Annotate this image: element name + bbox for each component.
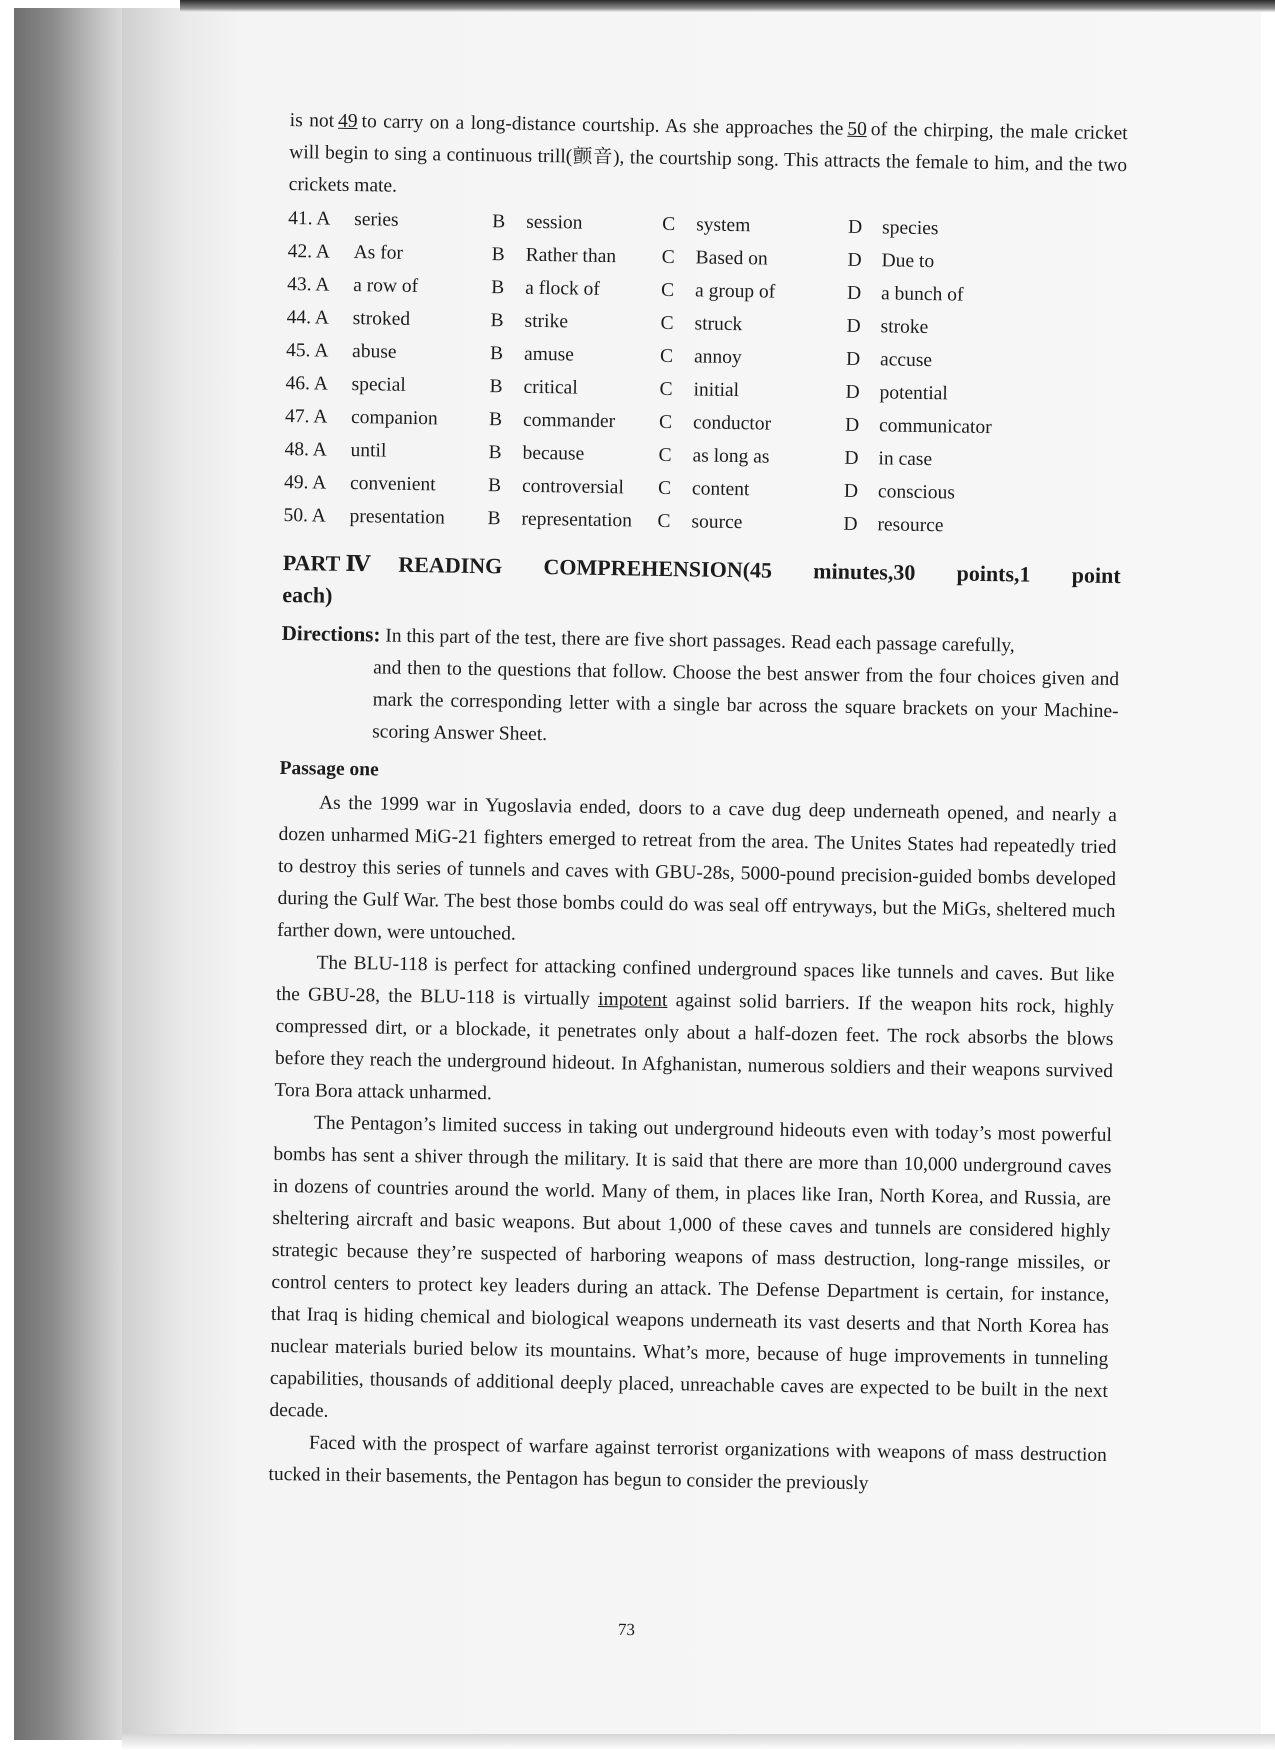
option-letter: D [844, 447, 859, 469]
option-c [660, 308, 846, 343]
paragraph-2-text-b: against solid barriers. If the weapon hits rock, highly compressed dirt, or a blockade, it penetrates only about a half-dozen feet. The rock absorbs the blows before they reach the underground hideout. In Afghanistan, numerous soldiers and their weapons survived Tora Bora attack unharmed. [274, 990, 1115, 1105]
option-b [489, 371, 659, 406]
option-c [660, 341, 846, 376]
part-heading [282, 547, 1121, 624]
option-text: Rather than [525, 244, 617, 268]
option-d [847, 278, 1007, 313]
option-a [351, 402, 489, 436]
option-c [661, 242, 847, 277]
option-text: representation [521, 508, 633, 532]
part-number: PART Ⅳ [282, 549, 371, 577]
option-letter: C [657, 510, 671, 533]
option-text: amuse [523, 343, 575, 366]
directions-first-line: In this part of the test, there are five short passages. Read each passage carefully, [385, 625, 1015, 657]
option-d [846, 344, 1006, 379]
option-letter: B [489, 343, 504, 365]
option-b [489, 404, 659, 439]
question-number: 44. A [286, 306, 330, 329]
option-b [491, 239, 661, 274]
option-letter: B [487, 475, 502, 497]
option-letter: C [662, 213, 676, 236]
question-number: 48. A [284, 438, 328, 461]
option-letter: C [657, 477, 672, 500]
option-letter: D [843, 480, 859, 502]
page-bottom-edge [122, 1734, 1275, 1750]
option-letter: D [846, 282, 862, 304]
option-letter: D [847, 216, 863, 239]
option-letter: B [487, 508, 501, 530]
cloze-options-list [283, 203, 1126, 546]
option-a [351, 369, 489, 403]
option-c [659, 374, 845, 409]
option-a [354, 204, 492, 238]
option-text: convenient [349, 472, 436, 496]
option-c [662, 209, 848, 244]
option-a [352, 303, 490, 337]
option-letter: D [847, 249, 862, 271]
page-top-edge [180, 0, 1275, 12]
option-text: Based on [695, 247, 768, 270]
option-text: Due to [881, 250, 935, 273]
option-letter: B [491, 244, 505, 266]
option-a [353, 237, 491, 271]
option-b [491, 272, 661, 307]
option-a [350, 435, 488, 469]
option-text: communicator [878, 415, 992, 439]
option-text: series [354, 209, 399, 231]
option-b [487, 503, 657, 538]
option-text: annoy [693, 346, 742, 369]
option-letter: B [488, 409, 503, 431]
option-b [490, 305, 660, 340]
passage-paragraph-3: The Pentagon’s limited success in taking out underground hideouts even with today’s most powerful bombs has sent a shiver through the military. It is said that there are more than 10,000 underground caves in dozens of countries around the world. Many of them, in places like Iran, North Korea, and Russia, are sheltering aircraft and basic weapons. But about 1,000 of these caves and tunnels are considered highly strategic because they’re suspected of harboring weapons of mass destruction, long-range missiles, or control centers to protect key leaders during an attack. The Defense Department is certain, for instance, that Iraq is hiding chemical and biological weapons underneath its vast deserts and that North Korea has nuclear materials buried below its mountains. What’s more, because of huge improvements in tunneling capabilities, thousands of additional deeply placed, unreachable caves are expected to be built in the next decade. [269, 1112, 1113, 1422]
option-letter: D [845, 348, 861, 370]
option-letter: C [661, 246, 675, 269]
option-text: session [526, 211, 583, 234]
option-c [657, 506, 843, 541]
question-number: 43. A [287, 273, 330, 296]
option-text: in case [878, 448, 933, 471]
option-text: a group of [694, 280, 776, 303]
intro-text-1: is not [289, 109, 335, 132]
question-number: 46. A [285, 372, 329, 395]
option-letter: C [658, 444, 672, 467]
option-letter: C [659, 345, 674, 368]
option-text: a bunch of [880, 283, 964, 306]
option-text: source [691, 511, 743, 534]
part-title-continued: each) [282, 581, 333, 608]
cloze-passage-ending [288, 105, 1127, 214]
option-text: system [696, 214, 751, 237]
blank-49: 49 [337, 110, 358, 133]
option-text: because [522, 442, 585, 465]
option-d [844, 476, 1004, 511]
option-b [490, 338, 660, 373]
option-d [845, 377, 1005, 412]
option-text: resource [877, 514, 944, 537]
option-text: conscious [877, 481, 956, 504]
option-text: initial [693, 379, 740, 402]
option-letter: C [660, 312, 674, 335]
question-number: 41. A [288, 207, 331, 230]
option-letter: B [490, 277, 505, 299]
page-number: 73 [617, 1619, 636, 1640]
intro-text-2: to carry on a long-distance courtship. As she approaches the [361, 111, 844, 140]
option-letter: D [845, 381, 860, 403]
option-text: companion [350, 406, 438, 430]
option-text: controversial [521, 475, 624, 499]
option-text: species [881, 217, 939, 240]
option-text: as long as [692, 445, 770, 468]
option-text: a row of [353, 275, 419, 298]
option-text: stroke [880, 316, 929, 339]
option-letter: C [659, 378, 673, 401]
underlined-word: impotent [597, 988, 668, 1012]
option-c [659, 407, 845, 442]
passage-paragraph-4: Faced with the prospect of warfare against terrorist organizations with weapons of mass destruction tucked in their basements, the Pentagon has begun to consider the previously [268, 1432, 1108, 1495]
option-d [845, 410, 1005, 445]
option-text: special [351, 374, 406, 396]
option-text: accuse [879, 349, 933, 372]
intro-text-3: of the chirping, the male cricket will begin to sing a continuous trill(颤音), the courtship song. This attracts the female to him, and the two crickets mate. [288, 119, 1128, 197]
option-letter: B [488, 442, 502, 464]
option-d [848, 212, 1008, 247]
passage-paragraph-1: As the 1999 war in Yugoslavia ended, doors to a cave dug deep underneath opened, and nearly a dozen unharmed MiG-21 fighters emerged to retreat from the area. The Unites States had repeatedly tried to destroy this series of tunnels and caves with GBU-28s, 5000-pound precision-guided bombs developed during the Gulf War. The best those bombs could do was seal off entryways, but the MiGs, sheltered much farther down, were untouched. [276, 792, 1118, 945]
option-d [844, 443, 1004, 478]
option-c [661, 275, 847, 310]
option-c [658, 440, 844, 475]
part-title: READING COMPREHENSION(45 minutes,30 points,1 point [398, 551, 1121, 589]
option-text: presentation [349, 505, 446, 529]
option-letter: D [846, 315, 861, 337]
option-d [843, 509, 1003, 544]
blank-50: 50 [847, 118, 868, 141]
scan-border [0, 0, 14, 1750]
option-text: struck [694, 313, 743, 336]
option-a [350, 468, 488, 502]
option-text: stroked [352, 308, 411, 330]
option-text: abuse [351, 341, 397, 363]
paragraph-2-text-a: The BLU-118 is perfect for attacking confined underground spaces like tunnels and caves. But like the GBU-28, the BLU-118 is virtually [275, 952, 1115, 1010]
option-text: As for [353, 242, 404, 264]
option-letter: B [492, 211, 506, 233]
directions [280, 617, 1120, 760]
book-spine-shadow [14, 8, 122, 1740]
passage-title: Passage one [279, 757, 379, 781]
option-b [492, 206, 662, 241]
passage-paragraph-2 [274, 947, 1114, 1120]
option-c [658, 473, 844, 508]
option-b [488, 437, 658, 472]
option-d [846, 311, 1006, 346]
option-letter: D [843, 513, 858, 535]
option-text: conductor [692, 412, 772, 435]
directions-text: and then to the questions that follow. Choose the best answer from the four choices given and mark the corresponding letter with a single bar across the square brackets on your Machine-scoring Answer Sheet. [371, 657, 1120, 746]
option-letter: D [844, 414, 860, 436]
option-a [349, 501, 487, 535]
question-number: 47. A [284, 405, 328, 428]
question-number: 42. A [287, 240, 331, 263]
option-text: critical [523, 376, 578, 399]
option-letter: B [490, 310, 504, 332]
question-number: 49. A [283, 471, 327, 494]
directions-label: Directions: [281, 620, 381, 647]
option-text: until [350, 439, 387, 462]
option-text: potential [879, 382, 948, 405]
option-b [488, 470, 658, 505]
option-a [352, 336, 490, 370]
question-number: 50. A [283, 504, 326, 527]
option-text: commander [522, 409, 616, 433]
option-text: strike [524, 310, 569, 333]
option-letter: C [660, 279, 675, 302]
option-text: a flock of [524, 277, 601, 300]
page-content [268, 105, 1128, 1504]
option-text: content [691, 478, 750, 501]
option-a [353, 270, 491, 304]
option-letter: B [489, 376, 503, 398]
question-number: 45. A [285, 339, 329, 362]
option-letter: C [658, 411, 673, 434]
option-d [847, 245, 1007, 280]
